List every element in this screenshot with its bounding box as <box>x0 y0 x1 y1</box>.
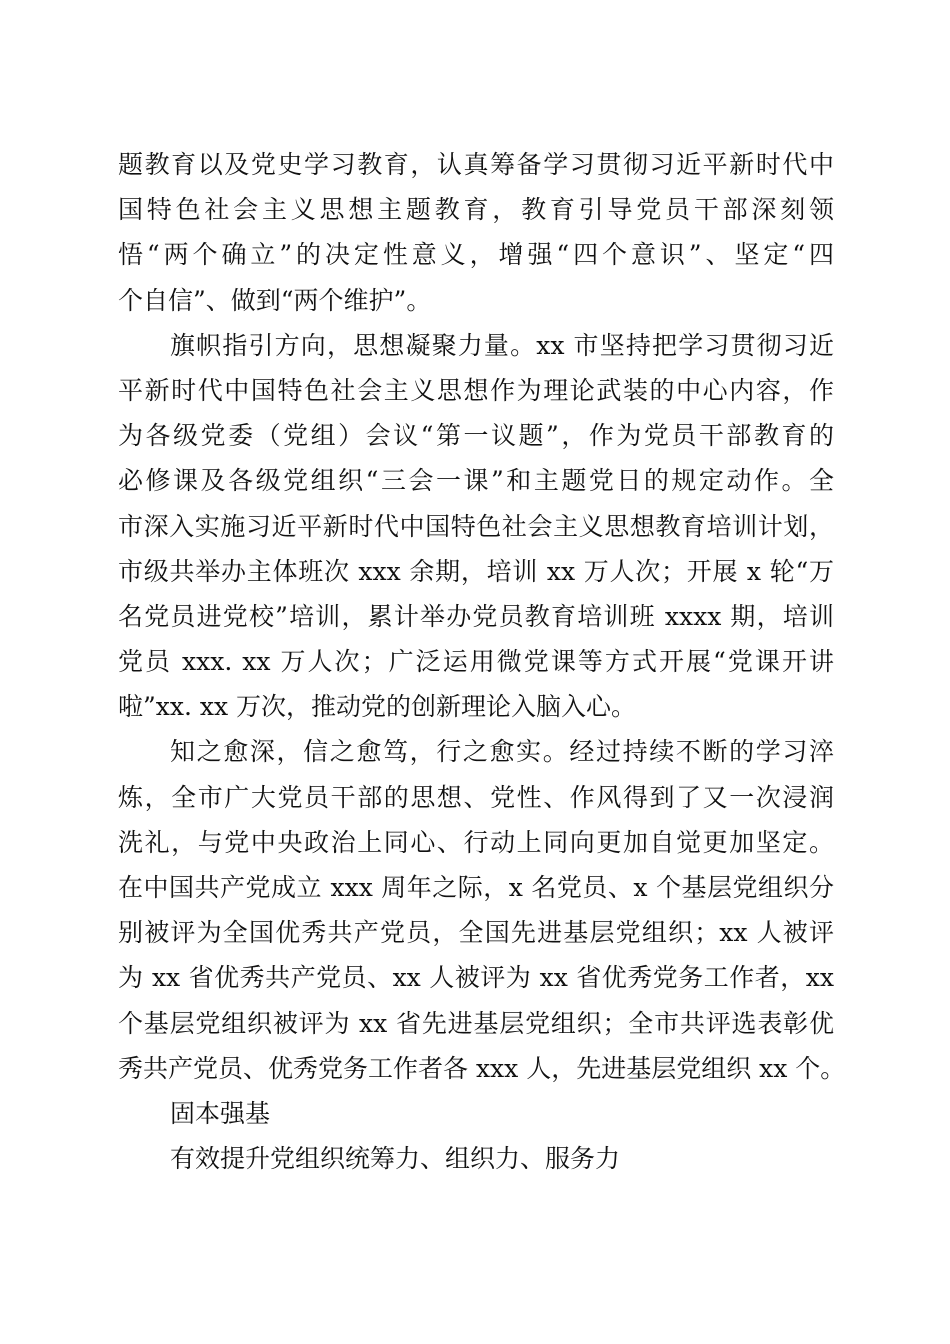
paragraph-3 <box>118 729 846 1091</box>
text-line: 为各级党委（党组）会议“第一议题”，作为党员干部教育的 <box>118 421 834 451</box>
text-line: 悟“两个确立”的决定性意义，增强“四个意识”、坚定“四 <box>118 240 834 270</box>
document-body <box>118 142 846 1181</box>
paragraph-2 <box>118 323 834 730</box>
text-line: 别被评为全国优秀共产党员，全国先进基层党组织；xx 人被评 <box>118 918 834 948</box>
text-line: 题教育以及党史学习教育，认真筹备学习贯彻习近平新时代中 <box>118 150 834 179</box>
text-line: 为 xx 省优秀共产党员、xx 人被评为 xx 省优秀党务工作者，xx <box>118 963 834 993</box>
section-subtitle: 有效提升党组织统筹力、组织力、服务力 <box>170 1144 621 1174</box>
text-line: 知之愈深，信之愈笃，行之愈实。经过持续不断的学习淬 <box>170 737 834 767</box>
text-line: 国特色社会主义思想主题教育，教育引导党员干部深刻领 <box>118 195 834 225</box>
text-line: 平新时代中国特色社会主义思想作为理论武装的中心内容，作 <box>118 375 834 405</box>
section-heading <box>118 1091 834 1136</box>
text-line: 党员 xxx. xx 万人次；广泛运用微党课等方式开展“党课开讲 <box>118 647 834 677</box>
text-line: 啦”xx. xx 万次，推动党的创新理论入脑入心。 <box>118 692 637 722</box>
text-line: 名党员进党校”培训，累计举办党员教育培训班 xxxx 期，培训 <box>118 601 834 631</box>
text-line: 必修课及各级党组织“三会一课”和主题党日的规定动作。全 <box>118 466 834 496</box>
text-line: 市深入实施习近平新时代中国特色社会主义思想教育培训计划， <box>118 511 834 541</box>
text-line: 秀共产党员、优秀党务工作者各 xxx 人，先进基层党组织 xx 个。 <box>118 1053 846 1083</box>
text-line: 洗礼，与党中央政治上同心、行动上同向更加自觉更加坚定。 <box>118 827 834 857</box>
text-line: 炼，全市广大党员干部的思想、党性、作风得到了又一次浸润 <box>118 782 834 812</box>
text-line: 个基层党组织被评为 xx 省先进基层党组织；全市共评选表彰优 <box>118 1008 834 1038</box>
section-title: 固本强基 <box>170 1098 271 1128</box>
text-line: 在中国共产党成立 xxx 周年之际，x 名党员、x 个基层党组织分 <box>118 873 834 902</box>
text-line: 旗帜指引方向，思想凝聚力量。xx 市坚持把学习贯彻习近 <box>170 330 834 360</box>
section-subheading <box>118 1136 834 1181</box>
text-line: 市级共举办主体班次 xxx 余期，培训 xx 万人次；开展 x 轮“万 <box>118 556 834 586</box>
paragraph-1 <box>118 142 834 323</box>
text-line: 个自信”、做到“两个维护”。 <box>118 285 432 315</box>
